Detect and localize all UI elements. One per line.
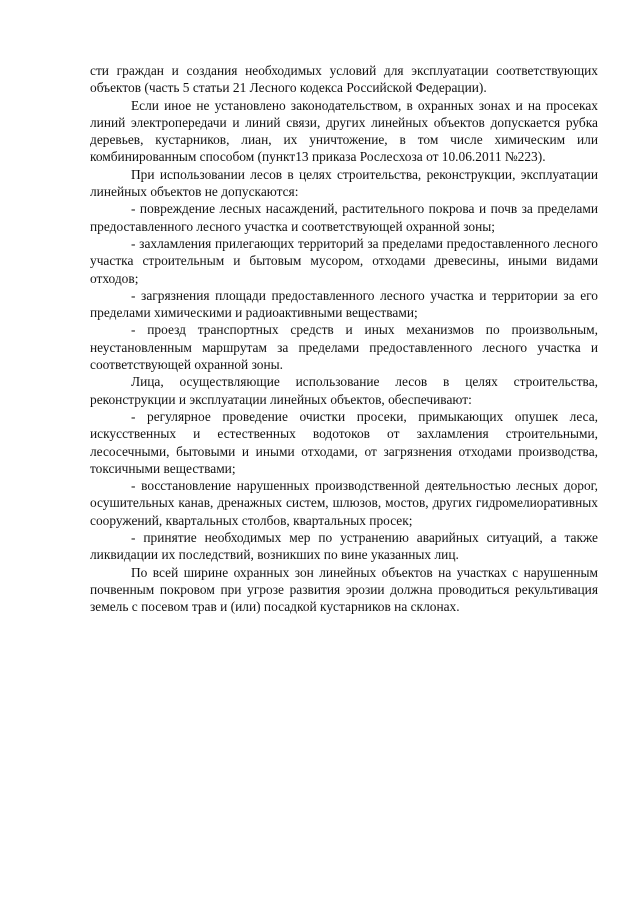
paragraph-continuation: сти граждан и создания необходимых условий для эксплуатации соответствующих объектов (часть 5 статьи 21 Лесного кодекса Российской Федерации).	[90, 63, 598, 96]
paragraph-clearing-rules: Если иное не установлено законодательством, в охранных зонах и на просеках линий электропередачи и линий связи, других линейных объектов допускается рубка деревьев, кустарников, лиан, их уничтожение, в том числе химическим или комбинированным способом (пункт13 приказа Рослесхоза от 10.06.2011 №223).	[90, 97, 598, 165]
list-item-vehicle-passage: - проезд транспортных средств и иных механизмов по произвольным, неустановленным маршрутам за пределами предоставленного лесного участка и соответствующей охранной зоны.	[90, 322, 598, 373]
list-item-emergency: - принятие необходимых мер по устранению аварийных ситуаций, а также ликвидации их последствий, возникших по вине указанных лиц.	[90, 530, 598, 563]
list-item-restoration: - восстановление нарушенных производственной деятельностью лесных дорог, осушительных канав, дренажных систем, шлюзов, мостов, других гидромелиоративных сооружений, квартальных столбов, квартальных просек;	[90, 478, 598, 528]
list-item-cleaning: - регулярное проведение очистки просеки, примыкающих опушек леса, искусственных и естественных водотоков от захламления строительными, лесосечными, бытовыми и иными отходами, от загрязнения отходами производства, токсичными веществами;	[90, 408, 598, 476]
list-item-littering: - захламления прилегающих территорий за пределами предоставленного лесного участка строительным и бытовым мусором, отходами древесины, иными видами отходов;	[90, 235, 598, 286]
paragraph-recultivation: По всей ширине охранных зон линейных объектов на участках с нарушенным почвенным покровом при угрозе развития эрозии должна проводиться рекультивация земель с посевом трав и (или) посадкой кустарников на склонах.	[90, 564, 598, 615]
paragraph-obligations-intro: Лица, осуществляющие использование лесов в целях строительства, реконструкции и эксплуатации линейных объектов, обеспечивают:	[90, 374, 598, 407]
document-page	[90, 62, 598, 616]
list-item-damage: - повреждение лесных насаждений, растительного покрова и почв за пределами предоставленного лесного участка и соответствующей охранной зоны;	[90, 201, 598, 234]
paragraph-prohibitions-intro: При использовании лесов в целях строительства, реконструкции, эксплуатации линейных объектов не допускаются:	[90, 166, 598, 200]
list-item-pollution: - загрязнения площади предоставленного лесного участка и территории за его пределами химическими и радиоактивными веществами;	[90, 287, 598, 321]
